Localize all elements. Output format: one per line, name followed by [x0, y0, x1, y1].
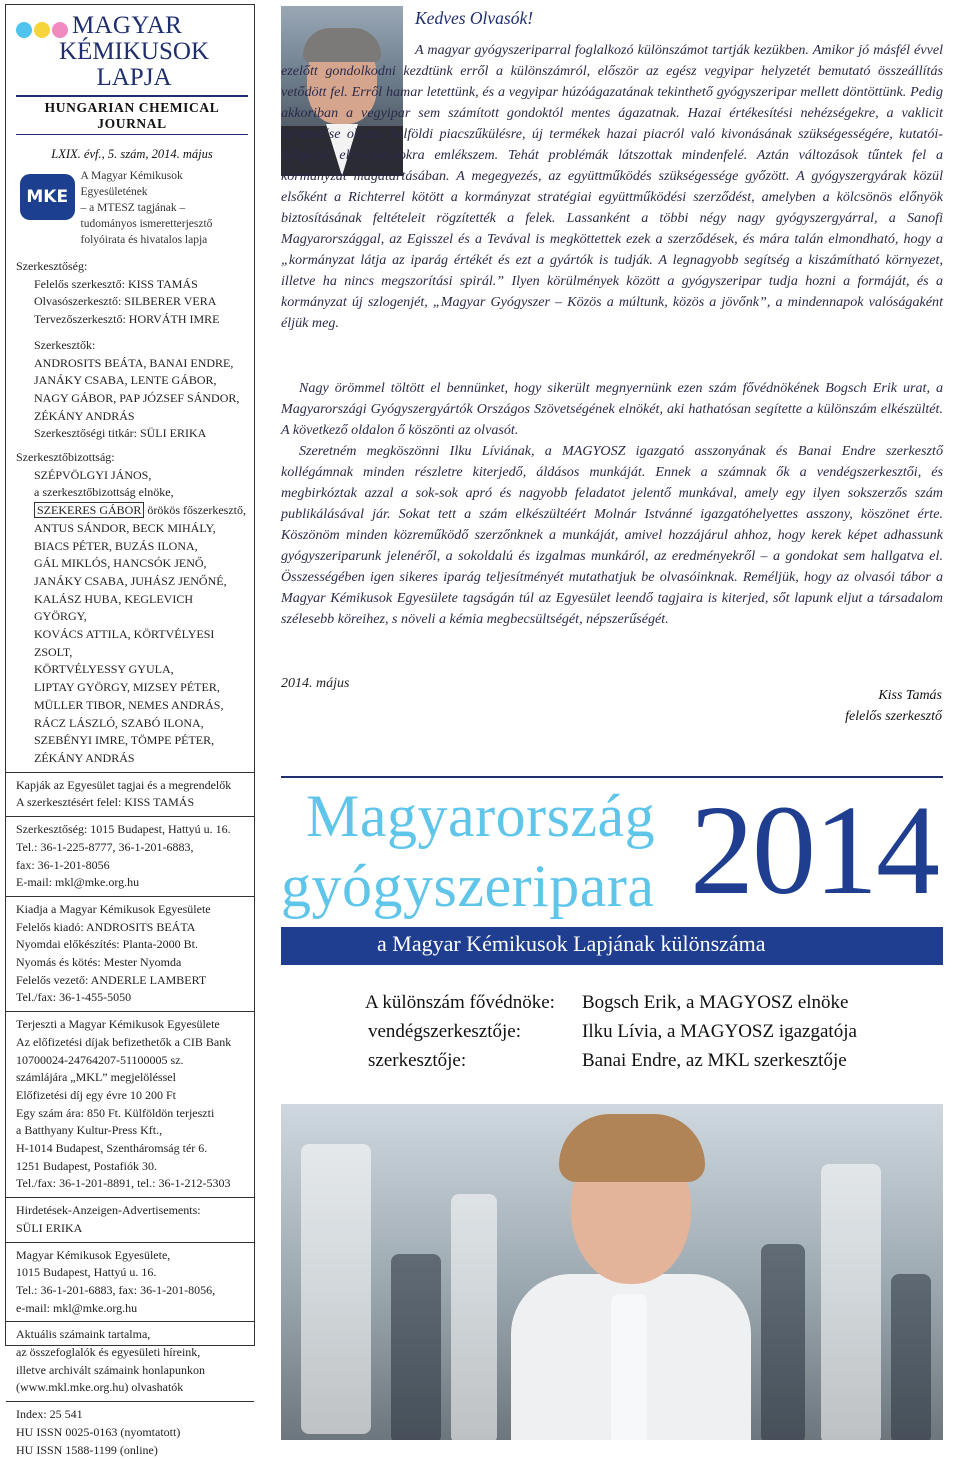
letter-greeting: Kedves Olvasók! [415, 8, 534, 28]
issn-info: Index: 25 541 HU ISSN 0025-0163 (nyomtatott) HU ISSN 1588-1199 (online) [16, 1407, 181, 1457]
blue-dot [16, 22, 32, 38]
society-contact: Magyar Kémikusok Egyesülete, 1015 Budapest, Hattyú u. 16. Tel.: 36-1-201-6883, fax: 36-1-201-8056, e-mail: mkl@mke.org.hu [16, 1247, 216, 1315]
letter-paragraph-3: Szeretném megköszönni Ilku Líviának, a MAGYOSZ igazgató asszonyának és Banai Endre szerkesztő kollégámnak minden részletre kiterjedő, áldásos munkáját. Ennek a számnak ők a vendégszerkesztői, és megbirkóztak azzal a sok-sok apró és nagyobb feladatot jelentő munkával, amely egy ilyen sokszerzős szám publikálásával jár. Sokat tett a szám elkészültéért Molnár Istvánné igazgatóhelyettes asszony, köszönet érte. Köszönöm minden közreműködő szerzőnknek a munkáját, amivel hozzájárul ahhoz, hogy kerek képet adhassunk gyógyszeriparunk jelenéről, a sokoldalú és izgalmas munkáról, az eredményekről – a gondokat sem hallgatva el. Összességében igen sikeres iparág teljesítményét mutathatjuk be olvasóinknak. Reméljük, hogy az olvasói tábor a Magyar Kémikusok Egyesülete tagságán túl az Egyesület leendő tagjaira is kiterjed, sőt lapunk eljut a társadalom szélesebb köreihez, s növeli a kémia megbecsültségét, népszerűségét. [281, 443, 943, 627]
pink-dot [52, 22, 68, 38]
letter-date: 2014. május [281, 676, 350, 691]
letter-paragraph-2: Nagy örömmel töltött el bennünket, hogy sikerült megnyernünk ezen szám fővédnökének Bogsch Erik urat, a Magyarországi Gyógyszergyártók Országos Szövetségének elnökét, aki hathatósan segítette a különszám elkészültét. A következő oldalon ő köszönti az olvasót. [281, 380, 943, 438]
journal-subtitle: HUNGARIAN CHEMICAL JOURNAL [16, 95, 248, 135]
boxed-name: SZEKERES GÁBOR [34, 502, 144, 518]
credit-label-1: A különszám fővédnöke: [365, 992, 555, 1013]
distribution-note: Kapják az Egyesület tagjai és a megrendelők A szerkesztésért felel: KISS TAMÁS [16, 777, 232, 810]
signature-name: Kiss Tamás [878, 688, 942, 703]
journal-logo [16, 13, 248, 39]
special-title-line1: Magyarország [306, 783, 656, 849]
website-note: Aktuális számaink tartalma, az összefoglalók és egyesületi híreink, illetve archivált számaink honlapunkon (www.mkl.mke.org.hu) olvashatók [16, 1327, 205, 1395]
mke-logo-icon: MKE [20, 174, 75, 220]
section-divider [281, 776, 943, 778]
journal-title-line2: KÉMIKUSOK LAPJA [59, 38, 209, 91]
credit-label-3: szerkesztője: [368, 1050, 467, 1071]
issue-line: LXIX. évf., 5. szám, 2014. május [51, 147, 213, 161]
editorial-office: Szerkesztőség: Felelős szerkesztő: KISS TAMÁS Olvasószerkesztő: SILBERER VERA Tervezőszerkesztő: HORVÁTH IMRE [16, 259, 220, 327]
subscription-info: Terjeszti a Magyar Kémikusok Egyesülete Az előfizetési díjak befizethetők a CIB Bank 10700024-24764207-51100005 sz. számlájára „MKL” megjelöléssel Előfizetési díj egy évre 10 200 Ft Egy szám ára: 850 Ft. Külföldön terjeszti a Batthyany Kultur-Press Kft., H-1014 Budapest, Szentháromság tér 6. 1251 Budapest, Postafiók 30. Tel./fax: 36-1-201-8891, tel.: 36-1-212-5303 [16, 1017, 232, 1191]
logo-dots-icon [16, 22, 68, 38]
credit-label-2: vendégszerkesztője: [368, 1021, 521, 1042]
credit-value-2: Ilku Lívia, a MAGYOSZ igazgatója [582, 1021, 857, 1042]
special-banner: a Magyar Kémikusok Lapjának különszáma [281, 927, 943, 965]
letter-paragraph-1: A magyar gyógyszeriparral foglalkozó különszámot tartják kezükben. Amikor jó másfél évvel ezelőtt gondolkodni kezdtünk erről a különszámról, először az egész vegyipar helyzetét bemutató összeállítás vetődött fel. Erről hamar letettünk, és a vegyipar húzóágazatának tekinthető gyógyszeripar mellett döntöttünk. Pedig akkoriban a vegyipar sem számított gondoktól mentes ágazatnak. Hazai értékesítési nehézségekre, a vaklicit bevezetése okozta belföldi piacszűkülésre, új termékek hazai piacról való kivonásának szükségességére, kutatói-dolgozói elbocsátásokra emlékszem. Tehát problémák látszottak mindenfelé. Aztán változások tűntek fel a kormányzat magatartásában. A megegyezés, az együttműködés szükségessége győzött. A gyógyszergyárak közül elsőként a Richterrel kötött a kormányzat stratégiai együttműködési szerződést, amelyben a kölcsönös előnyök biztosításának feltételeit rögzítették a felek. Lassanként a többi négy nagy gyógyszergyárral, a Sanofi Magyarországgal, az Egisszel és a Tevával is megköttettek ezek a szerződések, és mára talán elmondható, hogy a „kormányzat látja az iparág értékét és ezt a gyártók is tudják. A legnagyobb segítség a kiszámítható környezet, illetve ha nincs megszorítási spirál.” Ilyen körülmények között a gyógyszeripar tudja hozni a formáját, és a kormányzat új szlogenjét, „Magyar Gyógyszer – Közös a múltunk, közös a jövőnk”, a mindennapok valóságaként éljük meg. [281, 42, 943, 331]
credit-value-1: Bogsch Erik, a MAGYOSZ elnöke [582, 992, 849, 1013]
special-title-line2: gyógyszeripara [281, 853, 655, 919]
special-year: 2014 [690, 779, 938, 921]
editors-list: Szerkesztők: ANDROSITS BEÁTA, BANAI ENDRE, JANÁKY CSABA, LENTE GÁBOR, NAGY GÁBOR, PAP JÓZSEF SÁNDOR, ZÉKÁNY ANDRÁS Szerkesztőségi titkár: SÜLI ERIKA [34, 337, 240, 441]
signature-role: felelős szerkesztő [845, 709, 942, 724]
lab-photo [281, 1104, 943, 1440]
office-contact: Szerkesztőség: 1015 Budapest, Hattyú u. 16. Tel.: 36-1-225-8777, 36-1-201-6883, fax: 36-1-201-8056 E-mail: mkl@mke.org.hu [16, 822, 231, 890]
editorial-board: Szerkesztőbizottság: SZÉPVÖLGYI JÁNOS, a szerkesztőbizottság elnöke, SZEKERES GÁBOR örökös főszerkesztő, ANTUS SÁNDOR, BECK MIHÁLY, BIACS PÉTER, BUZÁS ILONA, GÁL MIKLÓS, HANCSÓK JENŐ, JANÁKY CSABA, JUHÁSZ JENŐNÉ, KALÁSZ HUBA, KEGLEVICH GYÖRGY, KOVÁCS ATTILA, KÖRTVÉLYESI ZSOLT, KÖRTVÉLYESSY GYULA, LIPTAY GYÖRGY, MIZSEY PÉTER, MÜLLER TIBOR, NEMES ANDRÁS, RÁCZ LÁSZLÓ, SZABÓ ILONA, SZEBÉNYI IMRE, TÖMPE PÉTER, ZÉKÁNY ANDRÁS [16, 450, 246, 765]
publisher-info: Kiadja a Magyar Kémikusok Egyesülete Felelős kiadó: ANDROSITS BEÁTA Nyomdai előkészítés: Planta-2000 Bt. Nyomás és kötés: Mester Nyomda Felelős vezető: ANDERLE LAMBERT Tel./fax: 36-1-455-5050 [16, 901, 211, 1005]
mke-description: A Magyar Kémikusok Egyesületének – a MTESZ tagjának – tudományos ismeretterjesztő folyóirata és hivatalos lapja [80, 170, 213, 246]
yellow-dot [34, 22, 50, 38]
journal-title-line1: MAGYAR [72, 12, 183, 39]
masthead-sidebar [5, 4, 255, 1457]
advertisements-contact: Hirdetések-Anzeigen-Advertisements: SÜLI ERIKA [16, 1203, 201, 1235]
credit-value-3: Banai Endre, az MKL szerkesztője [582, 1050, 847, 1071]
